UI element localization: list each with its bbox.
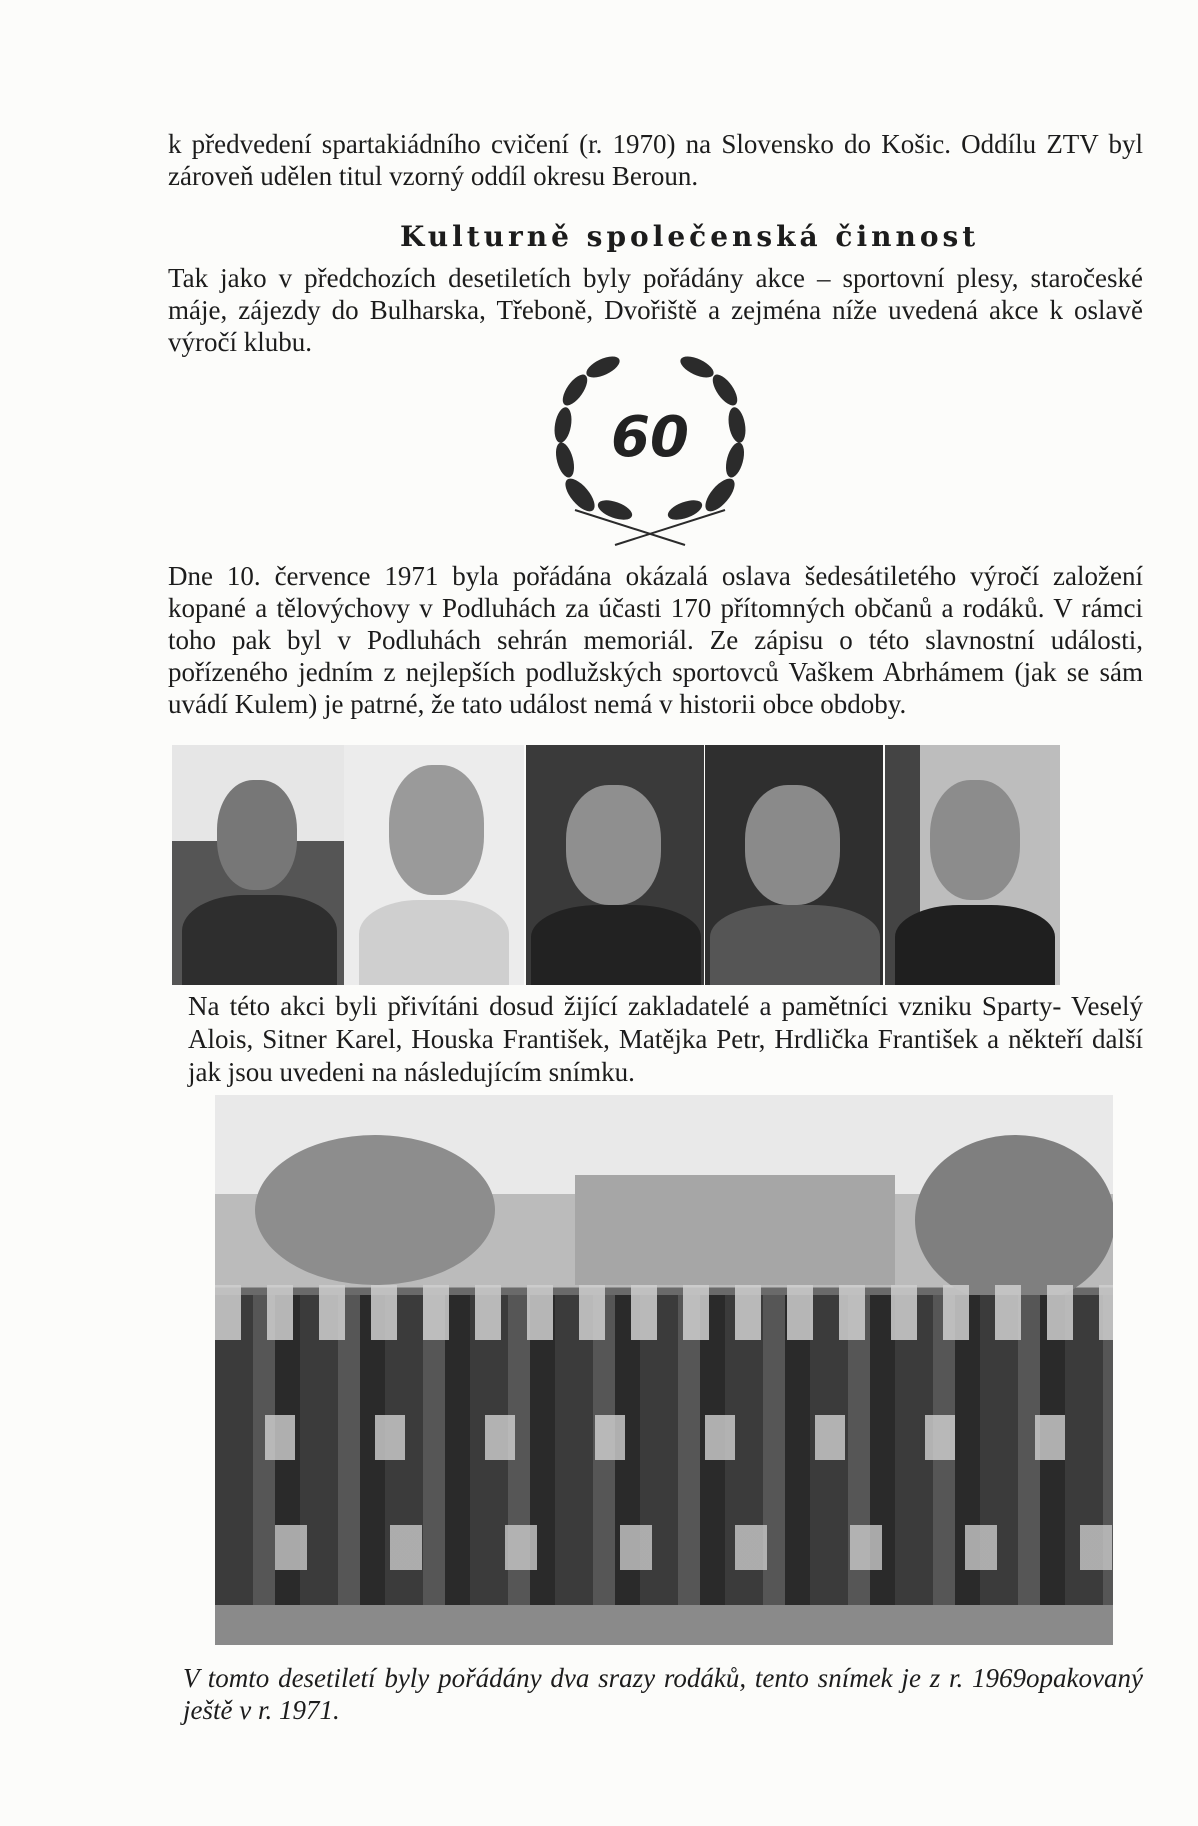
group-photo-caption: V tomto desetiletí byly pořádány dva srazy rodáků, tento snímek je z r. 1969opakovaný ještě v r. 1971.	[183, 1663, 1143, 1725]
group-photo	[215, 1095, 1113, 1645]
portrait-photo	[526, 745, 704, 985]
activities-paragraph: Tak jako v předchozích desetiletích byly pořádány akce – sportovní plesy, staročeské máje, zájezdy do Bulharska, Třeboně, Dvořiště a zejména níže uvedená akce k oslavě výročí klubu.	[168, 263, 1143, 357]
intro-paragraph: k předvedení spartakiádního cvičení (r. 1970) na Slovensko do Košic. Oddílu ZTV byl zároveň udělen titul vzorný oddíl okresu Beroun.	[168, 129, 1143, 191]
anniversary-number: 60	[611, 405, 689, 470]
portrait-photo	[885, 745, 1060, 985]
portrait-photo	[705, 745, 883, 985]
anniversary-emblem	[545, 345, 755, 560]
portrait-photo	[344, 745, 524, 985]
portraits-caption: Na této akci byli přivítáni dosud žijící zakladatelé a pamětníci vzniku Sparty- Veselý Alois, Sitner Karel, Houska František, Matějka Petr, Hrdlička František a někteří další jak jsou uvedeni na následujícím snímku.	[188, 991, 1143, 1087]
portrait-photo	[172, 745, 344, 985]
section-heading: Kulturně společenská činnost	[400, 220, 980, 253]
celebration-paragraph: Dne 10. července 1971 byla pořádána okázalá oslava šedesátiletého výročí založení kopané a tělovýchovy v Podluhách za účasti 170 přítomných občanů a rodáků. V rámci toho pak byl v Podluhách sehrán memoriál. Ze zápisu o této slavnostní události, pořízeného jedním z nejlepších podlužských sportovců Vaškem Abrhámem (jak se sám uvádí Kulem) je patrné, že tato událost nemá v historii obce obdoby.	[168, 561, 1143, 719]
